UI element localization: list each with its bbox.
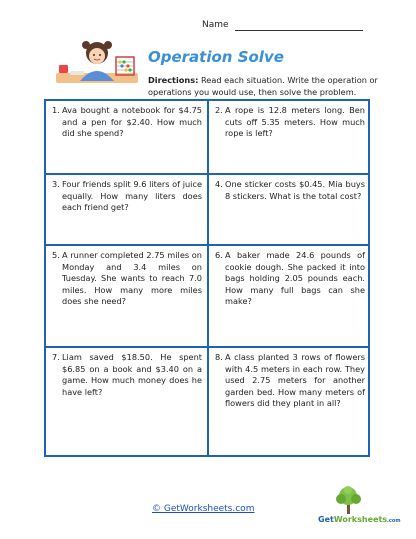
logo-text-get: Get: [318, 515, 334, 524]
logo-text: [318, 515, 401, 524]
logo-text-suffix: .com: [387, 518, 401, 524]
problem-text: A class planted 3 rows of flowers with 4.5 meters in each row. They used 2.75 meters for another garden bed. How many meters of flowers did they plant in all?: [225, 352, 365, 408]
grid-divider-horizontal: [46, 173, 368, 175]
grid-divider-horizontal: [46, 244, 368, 246]
problem-grid: [44, 99, 370, 457]
problem-number: 8.: [215, 352, 223, 362]
problem-text: Ava bought a notebook for $4.75 and a pen for $2.40. How much did she spend?: [62, 105, 202, 138]
logo-text-worksheets: Worksheets: [333, 515, 388, 524]
problem-cell: [215, 179, 365, 241]
problem-cell: [215, 105, 365, 171]
problem-cell: [215, 352, 365, 452]
problem-number: 5.: [52, 250, 60, 260]
problem-number: 1.: [52, 105, 60, 115]
getworksheets-logo: [318, 485, 401, 529]
problem-cell: [52, 105, 202, 171]
problem-cell: [52, 352, 202, 452]
directions-label: Directions:: [148, 75, 199, 85]
problem-number: 7.: [52, 352, 60, 362]
problem-text: A runner completed 2.75 miles on Monday and 3.4 miles on Tuesday. She wants to reach 7.0 miles. How many more miles does she need?: [62, 250, 202, 306]
problem-text: Liam saved $18.50. He spent $6.85 on a book and $3.40 on a game. How much money does he have left?: [62, 352, 202, 397]
name-label: Name: [202, 20, 229, 30]
directions: [148, 74, 378, 98]
problem-cell: [52, 250, 202, 344]
problem-cell: [215, 250, 365, 344]
girl-with-abacus-illustration: [50, 35, 144, 87]
problem-number: 6.: [215, 250, 223, 260]
problem-number: 2.: [215, 105, 223, 115]
problem-text: A rope is 12.8 meters long. Ben cuts off 5.35 meters. How much rope is left?: [225, 105, 365, 138]
getworksheets-link[interactable]: © GetWorksheets.com: [152, 504, 255, 514]
problem-number: 3.: [52, 179, 60, 189]
problem-text: Four friends split 9.6 liters of juice equally. How many liters does each friend get?: [62, 179, 202, 212]
name-field[interactable]: [202, 20, 382, 34]
tree-logo-icon: [318, 485, 380, 515]
problem-number: 4.: [215, 179, 223, 189]
grid-divider-horizontal: [46, 346, 368, 348]
directions-text: Read each situation. Write the operation or operations you would use, then solve the problem.: [148, 75, 378, 97]
problem-text: A baker made 24.6 pounds of cookie dough. She packed it into bags holding 2.05 pounds each. How many full bags can she make?: [225, 250, 365, 306]
problem-text: One sticker costs $0.45. Mia buys 8 stickers. What is the total cost?: [225, 179, 365, 201]
problem-cell: [52, 179, 202, 241]
grid-divider-vertical: [207, 101, 209, 455]
worksheet-title: Operation Solve: [148, 48, 284, 66]
name-line: [235, 30, 363, 31]
